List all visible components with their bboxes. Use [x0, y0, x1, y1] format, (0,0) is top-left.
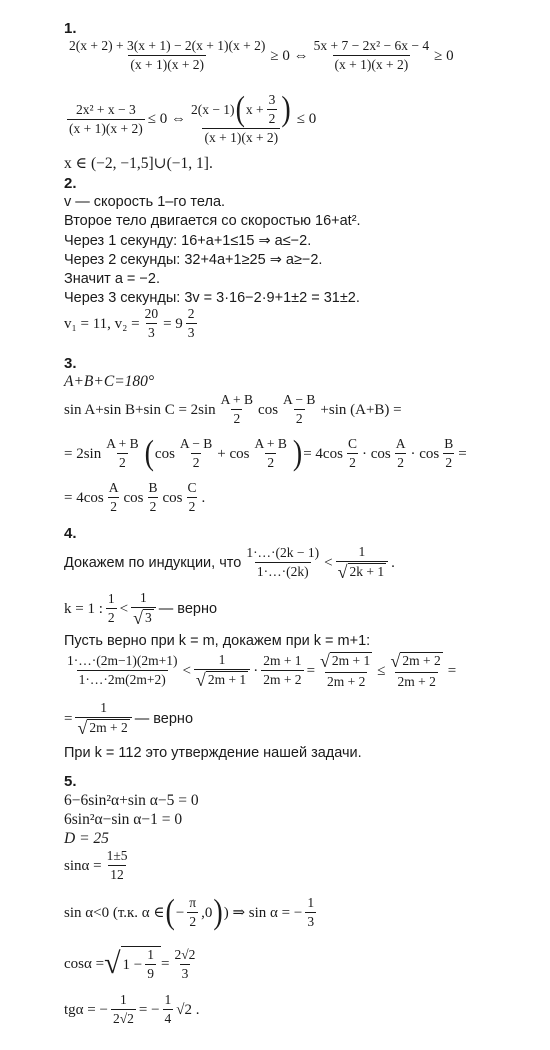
- task4-line1: Докажем по индукции, что $\frac{1\cdot\dots\cdot(2k - 1)}{1\cdot\dots\cdot(2k)}$ < 1 √ 2k + 1 .: [64, 544, 395, 582]
- task3-line2: sin A+sin B+sin C = 2sin $\frac{A + B}{2}$ cos $\frac{A - B}{2}$ +sin (A+B) =: [64, 392, 402, 426]
- task1-answer: x ∈ (−2, −1,5]∪(−1, 1].: [64, 155, 213, 172]
- task4-line5: = 1 √ 2m + 2 — верно: [64, 700, 194, 738]
- task3-line3: = 2sin $\frac{A + B}{2}$ ( cos $\frac{A - B}{2}$ + cos $\frac{A + B}{2}$ ) = 4cos $\frac{C}{2}$ · cos $\frac{A}{2}$ · cos $\frac{B}{2}$ =: [64, 433, 467, 473]
- task5-line6: cosα = √ 1 − $\frac{1}{9}$ = $\frac{2√2}{3}$: [64, 946, 196, 981]
- task-number-4: 4.: [64, 525, 77, 542]
- task2-line2: Второе тело двигается со скоростью 16+at².: [64, 213, 361, 229]
- task1-line2: $\frac{\text{2x² + x − 3}}{(x + 1)(x + 2)}$ ≤ 0 ⇔ 2(x − 1) ( x + $\frac{3}{2}$ ) (x + 1)(x + 2) ≤ 0: [69, 89, 317, 145]
- task2-line4: Через 2 секунды: 32+4a+1≥25 ⇒ a≥−2.: [64, 252, 323, 268]
- task4-line4: $\frac{1\cdot\dots\cdot(2m-1)(2m+1)}{1\cdot\dots\cdot 2m(2m+2)}$ < 1 √ 2m + 1 · $\frac{2m + 1}{2m + 2}$ = √ 2m + 1 2m + 2 ≤ √ 2m + 2 2m + 2 =: [67, 650, 457, 690]
- task5-line7: tgα = − $\frac{1}{2√2}$ = − $\frac{1}{4}$ √2 .: [64, 992, 200, 1026]
- task4-line3: Пусть верно при k = m, докажем при k = m+1:: [64, 633, 371, 649]
- task3-line1: A+B+C=180°: [64, 373, 155, 390]
- task5-line5: sin α<0 (т.к. α ∈ ( − $\frac{\pi}{2}$ ,0 ) ) ⇒ sin α = − $\frac{1}{3}$: [64, 892, 315, 932]
- task2-line3: Через 1 секунду: 16+a+1≤15 ⇒ a≤−2.: [64, 233, 312, 249]
- task2-line5: Значит a = −2.: [64, 271, 160, 287]
- sqrt-symbol: √ 2k + 1: [337, 561, 385, 582]
- task-number-3: 3.: [64, 355, 77, 372]
- fraction: $\frac{2}{3}$: [187, 306, 195, 340]
- task4-line2: k = 1 : $\frac{1}{2}$ < 1 √ 3 — верно: [64, 590, 218, 628]
- fraction: $\frac{2(x + 2) + 3(x + 1) - 2(x + 1)(x + 2)}{(x + 1)(x + 2)}$: [69, 38, 266, 72]
- task2-line7: v₁ = 11, v₂ = $\frac{20}{3}$ = 9 $\frac{2}{3}$: [64, 306, 195, 340]
- task2-line6: Через 3 секунды: 3v = 3·16−2·9+1±2 = 31±2.: [64, 290, 360, 306]
- task1-line1: $\frac{2(x + 2) + 3(x + 1) - 2(x + 1)(x + 2)}{(x + 1)(x + 2)}$ ≥ 0 ⇔ $\frac{\text{5x + 7 − 2x² − 6x − 4}}{(x + 1)(x + 2)}$ ≥ 0: [69, 38, 454, 72]
- task2-line1: v — скорость 1–го тела.: [64, 194, 226, 210]
- sqrt-symbol: √ 3: [133, 607, 152, 628]
- fraction: $\frac{20}{3}$: [144, 306, 159, 340]
- fraction: $\frac{\text{5x + 7 − 2x² − 6x − 4}}{(x + 1)(x + 2)}$: [313, 38, 430, 72]
- task5-line2: 6sin²α−sin α−1 = 0: [64, 811, 183, 828]
- task-number-5: 5.: [64, 773, 77, 790]
- task5-line1: 6−6sin²α+sin α−5 = 0: [64, 792, 199, 809]
- task5-line3: D = 25: [64, 830, 109, 847]
- task4-line6: При k = 112 это утверждение нашей задачи.: [64, 745, 362, 761]
- fraction: $\frac{\text{2x² + x − 3}}{(x + 1)(x + 2)}$: [69, 101, 143, 136]
- task5-line4: sinα = $\frac{1\pm 5}{12}$: [64, 848, 128, 882]
- sqrt-symbol: √ 1 − $\frac{1}{9}$: [104, 946, 161, 982]
- task-number-2: 2.: [64, 175, 77, 192]
- fraction: 2(x − 1) ( x + $\frac{3}{2}$ ) (x + 1)(x + 2): [190, 89, 291, 145]
- task3-line4: = 4cos $\frac{A}{2}$ cos $\frac{B}{2}$ cos $\frac{C}{2}$ .: [64, 480, 206, 514]
- task-number-1: 1.: [64, 20, 77, 37]
